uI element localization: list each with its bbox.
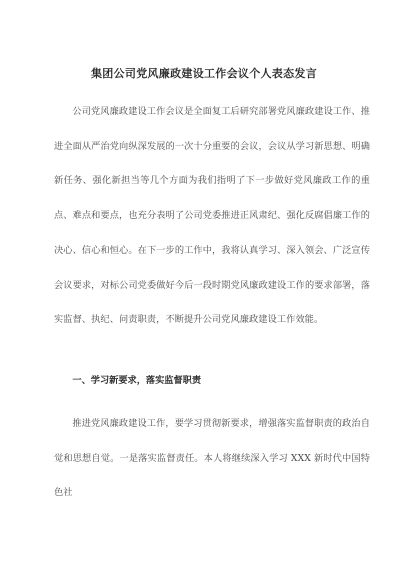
section-paragraph: 推进党风廉政建设工作，要学习贯彻新要求，增强落实监督职责的政治自觉和思想自觉。一是落实监督责任。本人将继续深入学习 XXX 新时代中国特色社 [54,418,370,499]
intro-paragraph: 公司党风廉政建设工作会议是全面复工后研究部署党风廉政建设工作、推进全面从严治党向纵深发展的一次十分重要的会议，会议从学习新思想、明确新任务、强化新担当等几个方面为我们指明了下一步做好党风廉政工作的重点、难点和要点，也充分表明了公司党委推进正风肃纪、强化反腐倡廉工作的决心、信心和恒心。在下一步的工作中，我将认真学习、深入领会、广泛宣传会议要求，对标公司党委做好今后一段时期党风廉政建设工作的要求部署，落实监督、执纪、问责职责，不断提升公司党风廉政建设工作效能。 [54,106,370,326]
section-heading: 一、学习新要求，落实监督职责 [72,375,202,386]
document-title: 集团公司党风廉政建设工作会议个人表态发言 [91,67,317,80]
